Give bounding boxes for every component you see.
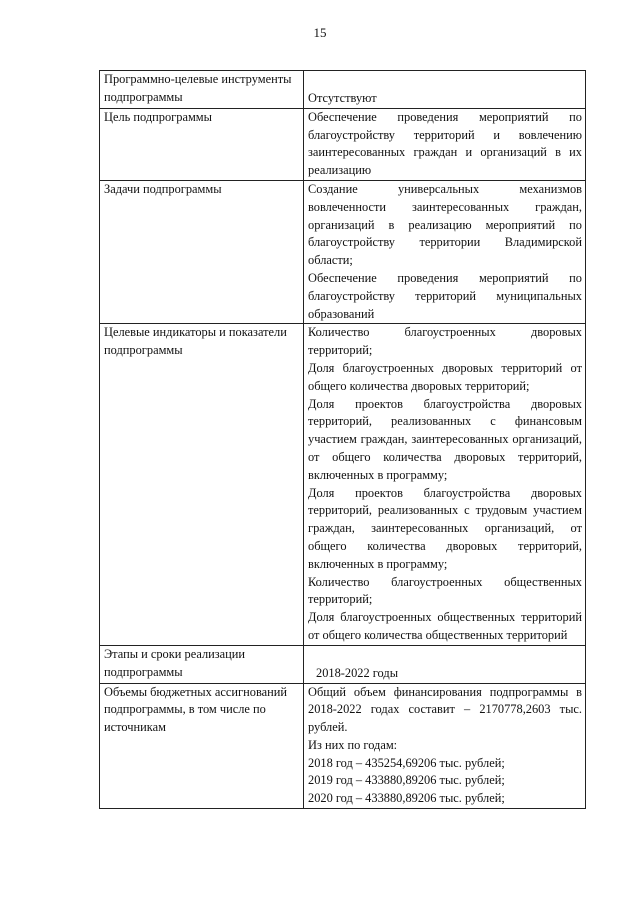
row-label: Объемы бюджетных ассигнований подпрограммы, в том числе по источникам: [100, 683, 304, 809]
content-paragraph: 2020 год – 433880,89206 тыс. рублей;: [308, 791, 505, 806]
table-row: [100, 180, 586, 323]
content-paragraph: Доля проектов благоустройства дворовых территорий, реализованных с трудовым участием граждан, заинтересованных организаций, от общего количества дворовых территорий, включенных в программу;: [308, 485, 582, 571]
content-paragraph: Обеспечение проведения мероприятий по благоустройству территорий муниципальных образований: [308, 270, 582, 321]
content-paragraph: Отсутствуют: [308, 91, 377, 105]
content-paragraph: Доля благоустроенных общественных территорий от общего количества общественных территорий: [308, 610, 582, 642]
content-paragraph: 2019 год – 433880,89206 тыс. рублей;: [308, 773, 505, 788]
content-paragraph: Количество благоустроенных общественных территорий;: [308, 574, 582, 607]
table-row: [100, 71, 586, 109]
content-paragraph: Обеспечение проведения мероприятий по благоустройству территорий и вовлечению заинтересованных граждан и организаций в их реализацию: [308, 109, 582, 178]
content-paragraph: Из них по годам:: [308, 737, 398, 752]
content-paragraph: Количество благоустроенных дворовых территорий;: [308, 325, 582, 358]
content-paragraph: Общий объем финансирования подпрограммы в 2018-2022 годах составит – 2170778,2603 тыс. рублей.: [308, 684, 582, 735]
table-row: [100, 324, 586, 645]
passport-table: [99, 70, 586, 809]
row-content: [304, 180, 586, 323]
row-label: Программно-целевые инструменты подпрограммы: [100, 71, 304, 109]
content-paragraph: Создание универсальных механизмов вовлеченности заинтересованных граждан, организаций в реализацию мероприятий по благоустройству территории Владимирской области;: [308, 181, 582, 268]
table-row: [100, 683, 586, 809]
table-row: [100, 645, 586, 683]
content-paragraph: 2018 год – 435254,69206 тыс. рублей;: [308, 755, 505, 770]
content-paragraph: Доля благоустроенных дворовых территорий от общего количества дворовых территорий;: [308, 360, 582, 393]
page-number: 15: [313, 25, 327, 40]
row-label: Целевые индикаторы и показатели подпрограммы: [100, 324, 304, 645]
row-label: Цель подпрограммы: [100, 108, 304, 180]
row-content: [304, 324, 586, 645]
content-paragraph: Доля проектов благоустройства дворовых территорий, реализованных с финансовым участием граждан, заинтересованных организаций, от общего количества дворовых территорий, включенных в программу;: [308, 396, 582, 482]
row-content: [304, 71, 586, 109]
content-paragraph: 2018-2022 годы: [316, 665, 399, 680]
row-content: [304, 645, 586, 683]
row-label: Этапы и сроки реализации подпрограммы: [100, 645, 304, 683]
row-content: [304, 683, 586, 809]
row-label: Задачи подпрограммы: [100, 180, 304, 323]
table-row: [100, 108, 586, 180]
row-content: [304, 108, 586, 180]
